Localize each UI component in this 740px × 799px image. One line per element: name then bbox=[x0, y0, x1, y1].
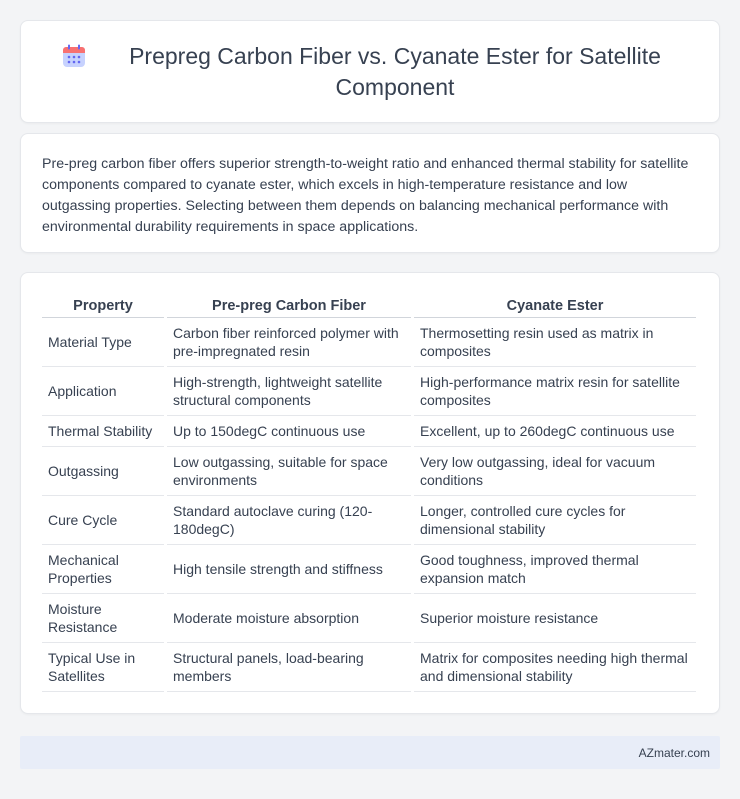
footer-brand: AZmater.com bbox=[638, 745, 710, 760]
property-cell: Cure Cycle bbox=[42, 496, 164, 545]
table-row bbox=[42, 416, 696, 447]
header-card bbox=[20, 20, 720, 123]
cyanate-ester-cell: Excellent, up to 260degC continuous use bbox=[414, 416, 696, 447]
property-cell: Outgassing bbox=[42, 447, 164, 496]
carbon-fiber-cell: Structural panels, load-bearing members bbox=[167, 643, 411, 692]
table-row bbox=[42, 496, 696, 545]
carbon-fiber-cell: Up to 150degC continuous use bbox=[167, 416, 411, 447]
property-cell: Typical Use in Satellites bbox=[42, 643, 164, 692]
carbon-fiber-cell: High-strength, lightweight satellite structural components bbox=[167, 367, 411, 416]
table-row bbox=[42, 318, 696, 367]
table-row bbox=[42, 594, 696, 643]
cyanate-ester-cell: Longer, controlled cure cycles for dimensional stability bbox=[414, 496, 696, 545]
property-cell: Material Type bbox=[42, 318, 164, 367]
property-cell: Application bbox=[42, 367, 164, 416]
footer-bar bbox=[20, 736, 720, 769]
intro-card bbox=[20, 133, 720, 253]
carbon-fiber-cell: Low outgassing, suitable for space environments bbox=[167, 447, 411, 496]
table-row bbox=[42, 545, 696, 594]
carbon-fiber-cell: Moderate moisture absorption bbox=[167, 594, 411, 643]
header-property: Property bbox=[42, 294, 164, 318]
page-title: Prepreg Carbon Fiber vs. Cyanate Ester for Satellite Component bbox=[129, 42, 661, 100]
cyanate-ester-cell: Matrix for composites needing high thermal and dimensional stability bbox=[414, 643, 696, 692]
table-row bbox=[42, 643, 696, 692]
cyanate-ester-cell: Good toughness, improved thermal expansion match bbox=[414, 545, 696, 594]
table-row bbox=[42, 447, 696, 496]
cyanate-ester-cell: Very low outgassing, ideal for vacuum conditions bbox=[414, 447, 696, 496]
property-cell: Mechanical Properties bbox=[42, 545, 164, 594]
header-inner bbox=[61, 41, 679, 103]
carbon-fiber-cell: Carbon fiber reinforced polymer with pre-impregnated resin bbox=[167, 318, 411, 367]
table-header-row bbox=[42, 294, 696, 318]
header-cyanate-ester: Cyanate Ester bbox=[414, 294, 696, 318]
cyanate-ester-cell: Thermosetting resin used as matrix in composites bbox=[414, 318, 696, 367]
intro-text: Pre-preg carbon fiber offers superior strength-to-weight ratio and enhanced thermal stability for satellite components compared to cyanate ester, which excels in high-temperature resistance and low outgassing properties. Selecting between them depends on balancing mechanical performance with environmental durability requirements in space applications. bbox=[42, 156, 689, 235]
carbon-fiber-cell: High tensile strength and stiffness bbox=[167, 545, 411, 594]
cyanate-ester-cell: High-performance matrix resin for satellite composites bbox=[414, 367, 696, 416]
calendar-icon bbox=[61, 43, 87, 69]
cyanate-ester-cell: Superior moisture resistance bbox=[414, 594, 696, 643]
comparison-table-card bbox=[20, 272, 720, 714]
table-row bbox=[42, 367, 696, 416]
property-cell: Thermal Stability bbox=[42, 416, 164, 447]
property-cell: Moisture Resistance bbox=[42, 594, 164, 643]
carbon-fiber-cell: Standard autoclave curing (120-180degC) bbox=[167, 496, 411, 545]
comparison-table bbox=[39, 294, 699, 692]
header-prepreg-carbon-fiber: Pre-preg Carbon Fiber bbox=[167, 294, 411, 318]
